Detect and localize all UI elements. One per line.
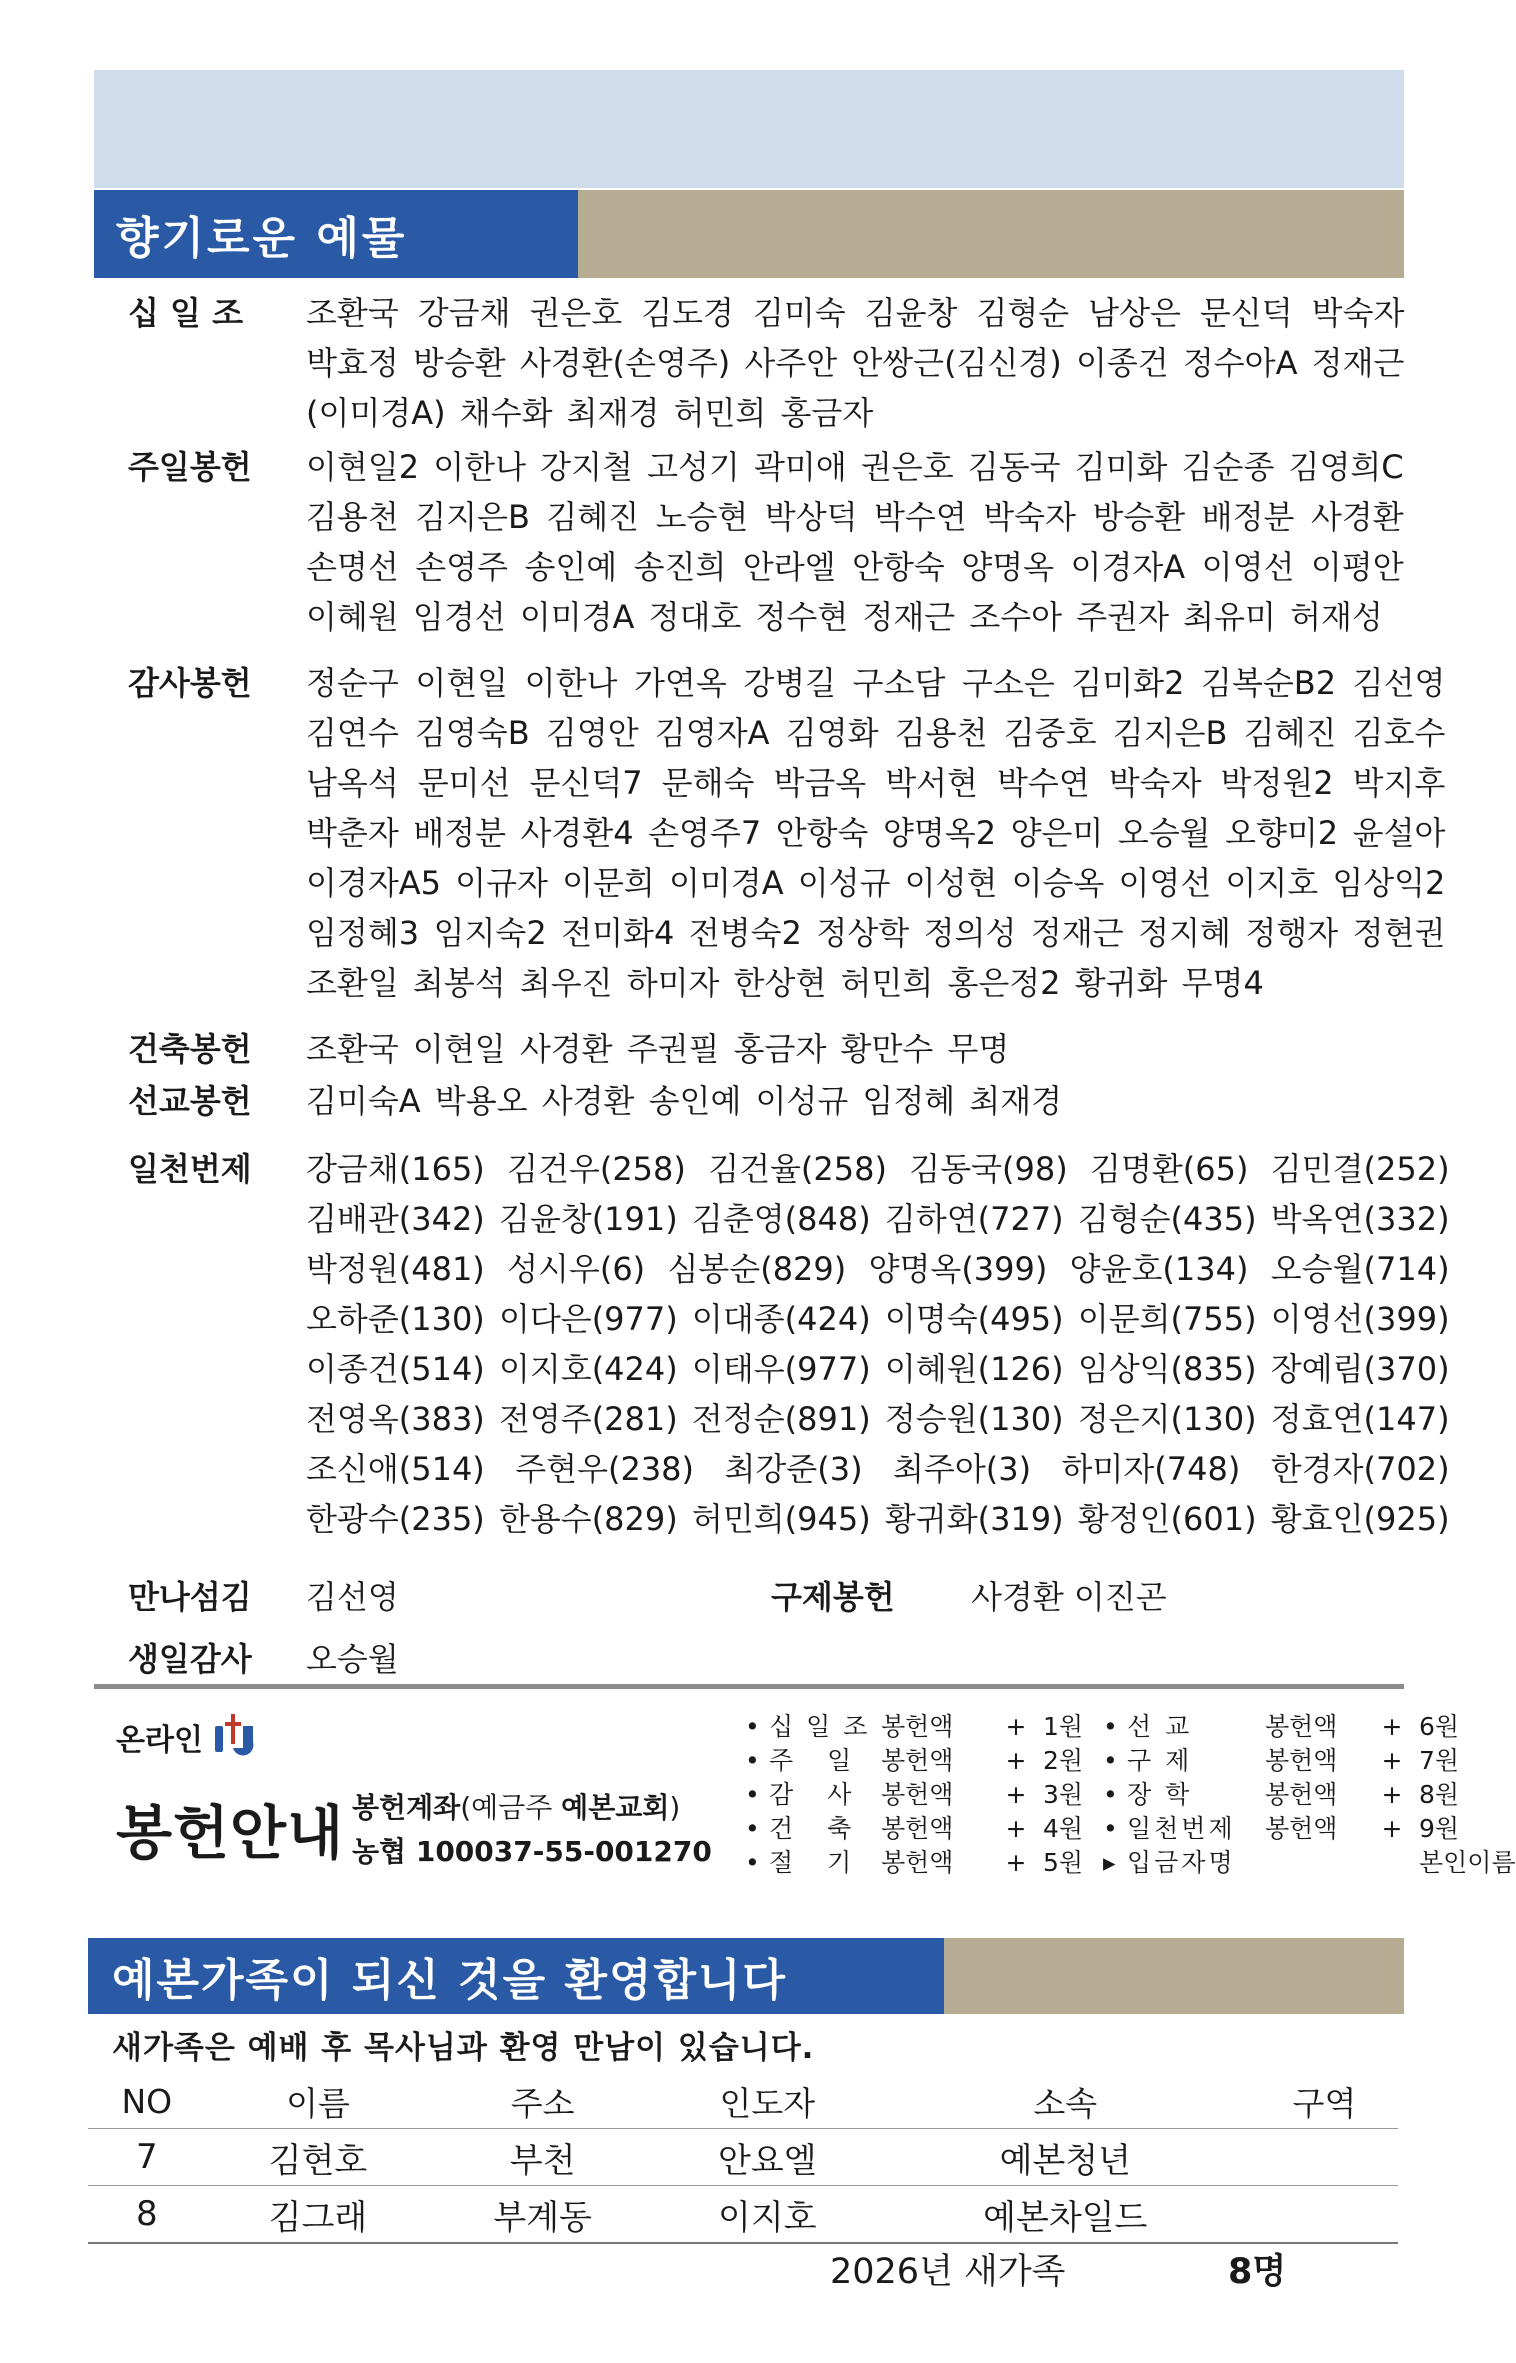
donor-line: 조환국 강금채 권은호 김도경 김미숙 김윤창 김형순 남상은 문신덕 박숙자 [306,294,1405,332]
offering-code-item [745,1744,1460,1778]
code-unit: 봉헌액 [881,1780,954,1809]
code-unit: 봉헌액 [881,1746,954,1775]
code-unit [1265,1846,1365,1880]
donor-line: 임정혜3 임지숙2 전미화4 전병숙2 정상학 정의성 정재근 정지혜 정행자 정현권 [306,914,1446,952]
code-name: 장 학 [1127,1780,1193,1809]
donor-names [306,288,1404,438]
donor-line: 남옥석 문미선 문신덕7 문해숙 박금옥 박서현 박수연 박숙자 박정원2 박지후 [306,764,1446,802]
code-name: 일천번제 [1127,1814,1236,1843]
offering-code-item [745,1812,1460,1846]
code-name: 입금자명 [1127,1848,1236,1877]
code-unit: 봉헌액 [1265,1712,1338,1741]
new-family-table [88,2074,1398,2244]
online-label-group [116,1712,259,1762]
total-value: 8명 [1228,2252,1287,2292]
code-plus: + [1005,1712,1027,1741]
code-amount: 3원 [1043,1780,1084,1809]
code-plus: + [1005,1780,1027,1809]
account-holder: 예본교회 [561,1791,670,1824]
bullet-icon: • [745,1780,760,1809]
code-name: 건 축 [769,1814,865,1843]
donor-line: 강금채(165) 김건우(258) 김건율(258) 김동국(98) 김명환(65) 김민결(252) [306,1150,1450,1188]
account-number: 농협 100037-55-001270 [352,1835,712,1868]
bullet-icon: • [1103,1746,1118,1775]
birthday-row [128,1634,399,1684]
bullet-icon: ▸ [1103,1848,1116,1877]
donor-line: 전영옥(383) 전영주(281) 전정순(891) 정승원(130) 정은지(130) 정효연(147) [306,1400,1450,1438]
code-amount: 6원 [1419,1712,1460,1741]
donor-line: 박춘자 배정분 사경환4 손영주7 안항숙 양명옥2 양은미 오승월 오향미2 윤설아 [306,814,1446,852]
table-cell: 안요엘 [655,2129,880,2186]
bullet-icon: • [1103,1814,1118,1843]
code-unit: 봉헌액 [1265,1814,1338,1843]
donor-names [306,1076,1368,1126]
code-name: 주 일 [769,1746,865,1775]
offering-header [94,190,1404,278]
column-header: 소속 [880,2074,1251,2129]
offering-code-list [745,1710,1516,1880]
welcome-subtitle: 새가족은 예배 후 목사님과 환영 만남이 있습니다. [112,2030,815,2066]
section-divider [94,1684,1404,1689]
code-unit: 봉헌액 [881,1848,954,1877]
table-row [88,2186,1398,2244]
welcome-header [88,1938,1404,2014]
code-plus: + [1005,1848,1027,1877]
offering-code-item [745,1710,1460,1744]
offering-category-label: 주일봉헌 [128,448,252,486]
offering-row [128,1076,1368,1126]
offering-guide-title: 봉헌안내 [116,1799,345,1867]
donor-line: 오하준(130) 이다은(977) 이대종(424) 이명숙(495) 이문희(755) 이영선(399) [306,1300,1450,1338]
table-header-row [88,2074,1398,2129]
offering-category-label: 선교봉헌 [128,1082,252,1120]
mannasum-relief-row [128,1572,1368,1622]
offering-row [128,1024,1368,1074]
code-unit: 봉헌액 [1265,1746,1338,1775]
offering-category-label: 건축봉헌 [128,1030,252,1068]
birthday-value: 오승월 [306,1640,399,1678]
offering-category-label: 십 일 조 [128,294,244,332]
code-amount: 1원 [1043,1712,1084,1741]
offering-category-label: 일천번제 [128,1150,252,1188]
bullet-icon: • [745,1712,760,1741]
table-cell: 예본차일드 [880,2186,1251,2244]
table-cell: 예본청년 [880,2129,1251,2186]
donor-line: (이미경A) 채수화 최재경 허민희 홍금자 [306,394,874,432]
code-plus: + [1005,1814,1027,1843]
offering-code-item [745,1778,1460,1812]
donor-line: 조신애(514) 주현우(238) 최강준(3) 최주아(3) 하미자(748) 한경자(702) [306,1450,1450,1488]
donor-line: 김배관(342) 김윤창(191) 김춘영(848) 김하연(727) 김형순(435) 박옥연(332) [306,1200,1450,1238]
code-plus: + [1005,1746,1027,1775]
table-row [88,2129,1398,2186]
donor-line: 조환국 이현일 사경환 주권필 홍금자 황만수 무명 [306,1030,1010,1068]
code-unit: 봉헌액 [881,1712,954,1741]
table-cell: 7 [88,2129,206,2186]
donor-line: 조환일 최봉석 최우진 하미자 한상현 허민희 홍은정2 황귀화 무명4 [306,964,1264,1002]
table-cell [1251,2186,1398,2244]
donor-names [306,1144,1450,1544]
donor-line: 정순구 이현일 이한나 가연옥 강병길 구소담 구소은 김미화2 김복순B2 김선영 [306,664,1446,702]
table-cell: 부천 [430,2129,655,2186]
donor-line: 이종건(514) 이지호(424) 이태우(977) 이혜원(126) 임상익(835) 장예림(370) [306,1350,1450,1388]
code-name: 절 기 [769,1848,865,1877]
church-logo-icon [211,1712,259,1762]
table-cell: 8 [88,2186,206,2244]
donor-line: 이혜원 임경선 이미경A 정대호 정수현 정재근 조수아 주권자 최유미 허재성 [306,598,1383,636]
bullet-icon: • [1103,1712,1118,1741]
offering-title: 향기로운 예물 [94,190,578,278]
table-cell: 이지호 [655,2186,880,2244]
table-cell: 부계동 [430,2186,655,2244]
bullet-icon: • [1103,1780,1118,1809]
donor-line: 손명선 손영주 송인예 송진희 안라엘 안항숙 양명옥 이경자A 이영선 이평안 [306,548,1404,586]
relief-value: 사경환 이진곤 [971,1578,1167,1616]
account-info: 봉헌계좌(예금주 예본교회) 농협 100037-55-001270 [352,1786,712,1874]
donor-names [306,658,1445,1008]
code-unit: 봉헌액 [881,1814,954,1843]
code-amount: 5원 [1043,1848,1084,1877]
donor-line: 한광수(235) 한용수(829) 허민희(945) 황귀화(319) 황정인(601) 황효인(925) [306,1500,1450,1538]
mannasum-value: 김선영 [306,1578,399,1616]
code-amount: 7원 [1419,1746,1460,1775]
birthday-label: 생일감사 [128,1640,252,1678]
mannasum-label: 만나섬김 [128,1578,252,1616]
total-label: 2026년 새가족 [830,2252,1066,2292]
online-label: 온라인 [116,1723,203,1758]
bullet-icon: • [745,1848,760,1877]
header-accent-bar [944,1938,1404,2014]
welcome-title: 예본가족이 되신 것을 환영합니다 [88,1938,944,2014]
code-plus: + [1381,1814,1403,1843]
column-header: 이름 [206,2074,431,2129]
top-banner [94,70,1404,188]
bullet-icon: • [745,1814,760,1843]
code-amount: 8원 [1419,1780,1460,1809]
code-plus [1365,1846,1419,1880]
column-header: 구역 [1251,2074,1398,2129]
offering-row [128,658,1446,1008]
donor-names [306,1024,1368,1074]
code-name: 선 교 [1127,1712,1193,1741]
donor-line: 김미숙A 박용오 사경환 송인예 이성규 임정혜 최재경 [306,1082,1063,1120]
offering-row [128,1144,1450,1544]
account-label: 봉헌계좌 [352,1791,461,1824]
column-header: NO [88,2074,206,2129]
bullet-icon: • [745,1746,760,1775]
donor-line: 이경자A5 이규자 이문희 이미경A 이성규 이성현 이승옥 이영선 이지호 임상익2 [306,864,1446,902]
code-amount: 2원 [1043,1746,1084,1775]
code-name: 감 사 [769,1780,865,1809]
donor-line: 박정원(481) 성시우(6) 심봉순(829) 양명옥(399) 양윤호(134) 오승월(714) [306,1250,1450,1288]
code-amount: 본인이름 [1419,1848,1516,1877]
offering-row [128,288,1405,438]
donor-line: 김용천 김지은B 김혜진 노승현 박상덕 박수연 박숙자 방승환 배정분 사경환 [306,498,1404,536]
table-cell: 김그래 [206,2186,431,2244]
offering-row [128,442,1404,642]
code-name: 십일조 [769,1712,881,1741]
donor-names [306,442,1404,642]
code-amount: 4원 [1043,1814,1084,1843]
donor-line: 박효정 방승환 사경환(손영주) 사주안 안쌍근(김신경) 이종건 정수아A 정재근 [306,344,1405,382]
column-header: 인도자 [655,2074,880,2129]
code-name: 구 제 [1127,1746,1193,1775]
donor-line: 김연수 김영숙B 김영안 김영자A 김영화 김용천 김중호 김지은B 김혜진 김호수 [306,714,1446,752]
donor-line: 이현일2 이한나 강지철 고성기 곽미애 권은호 김동국 김미화 김순종 김영희C [306,448,1404,486]
relief-label: 구제봉헌 [771,1578,895,1616]
table-cell: 김현호 [206,2129,431,2186]
header-accent-bar [578,190,1404,278]
code-plus: + [1381,1746,1403,1775]
code-plus: + [1381,1780,1403,1809]
code-plus: + [1381,1712,1403,1741]
offering-code-item [745,1846,1516,1880]
offering-category-label: 감사봉헌 [128,664,252,702]
column-header: 주소 [430,2074,655,2129]
code-amount: 9원 [1419,1814,1460,1843]
table-cell [1251,2129,1398,2186]
code-unit: 봉헌액 [1265,1780,1338,1809]
